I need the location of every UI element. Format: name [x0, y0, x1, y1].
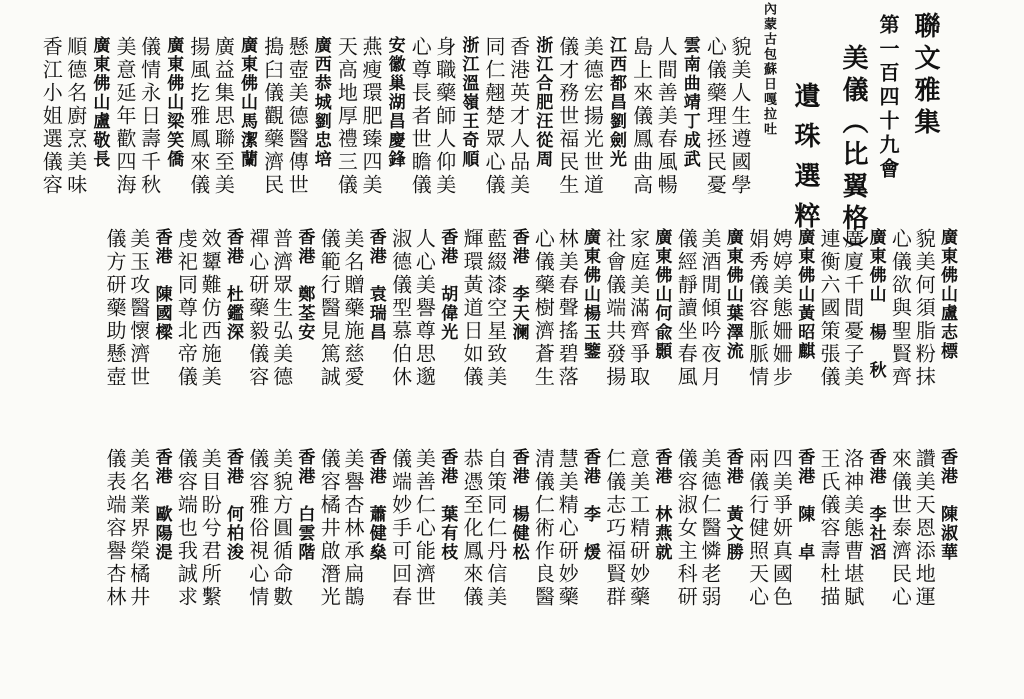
couplet-line: 身職藥師人仰美: [432, 36, 457, 197]
author-name: 香港 楊健松: [508, 448, 529, 562]
couplet-line: 儀情永日壽千秋: [137, 36, 162, 197]
first-author: 內蒙古包蘇日嘎拉吐: [761, 2, 776, 137]
subtitle: 遺珠選粹: [790, 82, 820, 242]
author-name: 香港 鄭荃安: [294, 228, 315, 342]
couplet-line: 連衡六國策張儀: [817, 228, 841, 389]
author-name: 香港 黃文勝: [722, 448, 743, 562]
session-label: 第一百四十九會: [876, 14, 900, 182]
couplet-line: 儀容淑女主科研: [674, 448, 699, 609]
couplet-line: 美德仁醫憐老弱: [698, 448, 722, 609]
topic-title: 美儀（比翼格）: [838, 44, 868, 268]
couplet-line: 懸壺美德醫傳世: [285, 36, 310, 197]
couplet-line: 淑德儀型慕伯休: [388, 228, 413, 389]
couplet-line: 四美爭妍真國色: [769, 448, 794, 609]
author-name: 香港 陳 卓: [794, 448, 815, 562]
couplet-line: 搗臼儀觀藥濟民: [260, 36, 285, 197]
author-name: 安徽巢湖昌慶鋒: [384, 36, 405, 169]
author-name: 江西都昌劉劍光: [606, 36, 626, 169]
couplet-line: 同仁翹楚眾心儀: [482, 36, 506, 197]
couplet-line: 心尊長者世瞻儀: [408, 36, 433, 197]
couplet-line: 儀方研藥助懸壺: [103, 228, 127, 389]
author-name: 香港 歐陽湜: [151, 448, 172, 562]
couplet-line: 社會儀端共發揚: [602, 228, 627, 389]
couplet-line: 人心美譽尊思邈: [412, 228, 437, 389]
couplet-line: 藍綴漆空星致美: [483, 228, 508, 389]
author-name: 廣東佛山楊玉鑒: [580, 228, 600, 361]
couplet-line: 廣廈千間憂子美: [840, 228, 865, 389]
author-name: 香港 李社滔: [865, 448, 886, 562]
couplet-line: 意美工精研妙藥: [626, 448, 651, 609]
couplet-line: 王氏儀容壽杜描: [817, 448, 841, 609]
author-name: 廣東佛山何兪顥: [651, 228, 672, 361]
couplet-line: 林美春聲搖碧落: [555, 228, 580, 389]
author-name: 香港 陳國樑: [151, 228, 172, 342]
couplet-line: 儀才務世福民生: [555, 36, 580, 197]
couplet-line: 心儀藥樹濟蒼生: [531, 228, 556, 389]
couplet-line: 心儀藥理拯民憂: [703, 36, 728, 197]
author-name: 香港 葉有枝: [437, 448, 458, 562]
couplet-line: 娉婷美態姍姍步: [769, 228, 794, 389]
couplet-line: 清儀仁術作良醫: [531, 448, 556, 609]
couplet-line: 儀容雅俗視心情: [245, 448, 270, 609]
couplet-line: 儀經靜讀坐春風: [674, 228, 699, 389]
author-name: 雲南曲靖丁成武: [679, 36, 700, 169]
author-name: 香港 胡偉光: [437, 228, 458, 342]
couplet-line: 恭憑至化鳳來儀: [460, 448, 484, 609]
author-name: 香港 袁瑞昌: [365, 228, 386, 342]
author-name: 香港 林燕就: [651, 448, 672, 562]
couplet-line: 讚美天恩添地運: [912, 448, 937, 609]
couplet-line: 順德名廚烹美味: [63, 36, 88, 197]
couplet-line: 人間善美春風暢: [654, 36, 679, 197]
couplet-line: 娟秀儀容脈脈情: [745, 228, 770, 389]
couplet-line: 美酒閒傾吟夜月: [698, 228, 722, 389]
couplet-line: 儀容端也我誠求: [174, 448, 199, 609]
couplet-line: 家庭美滿齊爭取: [626, 228, 651, 389]
couplet-line: 兩儀行健照天心: [745, 448, 770, 609]
author-name: 香港 李 煖: [580, 448, 600, 562]
couplet-line: 儀容橘井啟潛光: [317, 448, 342, 609]
couplet-line: 心儀欲與聖賢齊: [888, 228, 913, 389]
couplet-line: 美玉攻醫懷濟世: [126, 228, 151, 389]
author-name: 廣東佛山梁笑僑: [163, 36, 184, 169]
couplet-line: 美善仁心能濟世: [412, 448, 437, 609]
couplet-line: 仁儀志巧福賢群: [602, 448, 627, 609]
couplet-line: 禪心研藥毅儀容: [245, 228, 270, 389]
couplet-line: 美名贈藥施慈愛: [341, 228, 365, 389]
couplet-line: 廣益集思聯至美: [211, 36, 236, 197]
collection-title: 聯文雅集: [910, 12, 940, 140]
couplet-line: 儀範行醫見篤誠: [317, 228, 342, 389]
author-name: 廣東佛山馬潔蘭: [237, 36, 257, 169]
author-name: 廣東佛山 楊 秋: [865, 228, 886, 380]
author-name: 香港 陳淑華: [937, 448, 957, 562]
couplet-line: 天高地厚禮三儀: [334, 36, 359, 197]
author-name: 廣東佛山葉澤流: [722, 228, 743, 361]
couplet-line: 效顰難仿西施美: [198, 228, 223, 389]
couplet-line: 慧美精心研妙藥: [555, 448, 580, 609]
couplet-line: 來儀世泰濟民心: [888, 448, 913, 609]
couplet-line: 美貌方圓循命數: [269, 448, 294, 609]
couplet-line: 香江小姐選儀容: [39, 36, 64, 197]
couplet-line: 香港英才人品美: [506, 36, 531, 197]
author-name: 香港 白雲階: [294, 448, 315, 562]
couplet-line: 貌美人生遵國學: [728, 36, 752, 197]
couplet-line: 燕瘦環肥臻四美: [359, 36, 383, 197]
couplet-line: 貌美何須脂粉抹: [912, 228, 937, 389]
couplet-line: 島上來儀鳳曲高: [629, 36, 654, 197]
couplet-line: 美意延年歡四海: [113, 36, 137, 197]
author-name: 廣東佛山盧敬長: [89, 36, 110, 169]
couplet-line: 儀表端容譽杏林: [103, 448, 127, 609]
couplet-line: 揚風扢雅鳳來儀: [186, 36, 211, 197]
author-name: 香港 杜鑑深: [223, 228, 243, 342]
couplet-line: 美譽杏林承扁鵲: [341, 448, 365, 609]
couplet-line: 虔祀同尊北帝儀: [174, 228, 199, 389]
couplet-line: 洛神美態曹堪賦: [840, 448, 865, 609]
couplet-line: 自策同仁丹信美: [483, 448, 508, 609]
couplet-line: 美名業界榮橘井: [126, 448, 151, 609]
couplet-line: 普濟眾生弘美德: [269, 228, 294, 389]
couplet-line: 美德宏揚光世道: [580, 36, 605, 197]
author-name: 香港 蕭健燊: [365, 448, 386, 562]
couplet-line: 美目盼兮君所繫: [198, 448, 223, 609]
author-name: 香港 何柏浚: [223, 448, 243, 562]
couplet-line: 輝環黃道日如儀: [460, 228, 484, 389]
author-name: 浙江合肥汪從周: [532, 36, 553, 169]
author-name: 廣西恭城劉忠培: [310, 36, 331, 169]
author-name: 廣東佛山黃昭麒: [794, 228, 815, 361]
author-name: 廣東佛山盧志標: [937, 228, 957, 361]
author-name: 浙江溫嶺王奇順: [458, 36, 479, 169]
couplet-line: 儀端妙手可回春: [388, 448, 413, 609]
author-name: 香港 李天澜: [508, 228, 529, 342]
